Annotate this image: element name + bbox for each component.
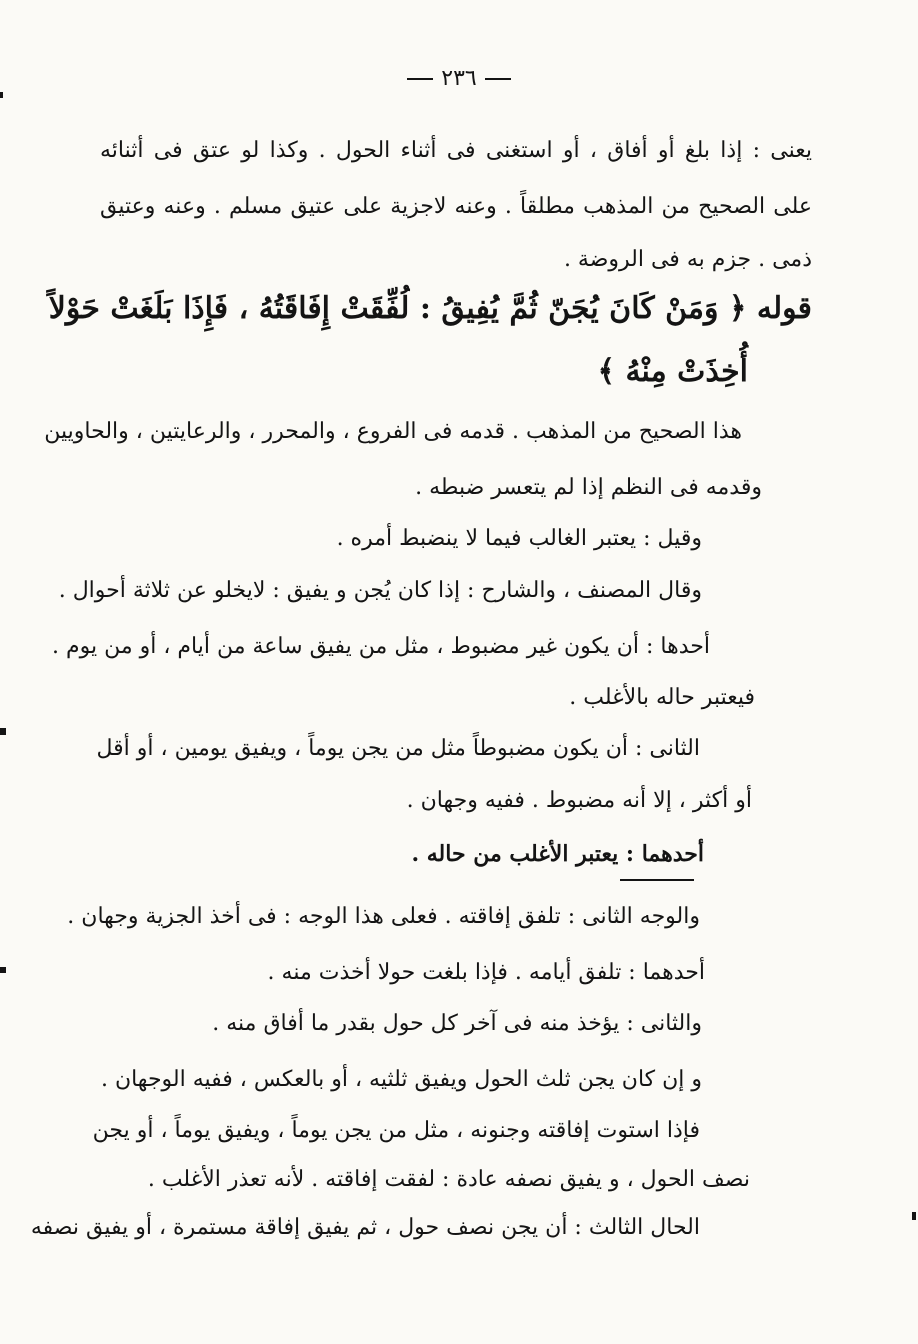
text-line-12: الثانى : أن يكون مضبوطاً مثل من يجن يوماً ، ويفيق يومين ، أو أقل <box>96 736 700 761</box>
text-line-7: وقدمه فى النظم إذا لم يتعسر ضبطه . <box>415 475 762 500</box>
text-line-6: هذا الصحيح من المذهب . قدمه فى الفروع ، والمحرر ، والرعايتين ، والحاويين <box>44 419 742 444</box>
quote-line-1: قوله ﴿ وَمَنْ كَانَ يُجَنّ ثُمَّ يُفِيقُ : لُفِّقَتْ إِفَاقَتُهُ ، فَإِذَا بَلَغَتْ حَوْلاً <box>48 291 812 326</box>
text-line-14: أحدهما : يعتبر الأغلب من حاله . <box>411 841 704 867</box>
text-line-17: والثانى : يؤخذ منه فى آخر كل حول بقدر ما أفاق منه . <box>212 1011 702 1036</box>
text-line-2: على الصحيح من المذهب مطلقاً . وعنه لاجزية على عتيق مسلم . وعنه وعتيق <box>100 194 812 219</box>
text-line-18: و إن كان يجن ثلث الحول ويفيق ثلثيه ، أو بالعكس ، ففيه الوجهان . <box>100 1067 702 1092</box>
text-line-15: والوجه الثانى : تلفق إفاقته . فعلى هذا الوجه : فى أخذ الجزية وجهان . <box>67 904 700 929</box>
page-number <box>0 66 918 91</box>
text-line-11: فيعتبر حاله بالأغلب . <box>569 685 755 710</box>
left-dash <box>407 78 433 80</box>
text-line-16: أحدهما : تلفق أيامه . فإذا بلغت حولا أخذت منه . <box>267 960 705 985</box>
text-line-19: فإذا استوت إفاقته وجنونه ، مثل من يجن يوماً ، ويفيق يوماً ، أو يجن <box>92 1118 700 1143</box>
page-number-text: ٢٣٦ <box>441 66 477 91</box>
text-line-8: وقيل : يعتبر الغالب فيما لا ينضبط أمره . <box>336 526 702 551</box>
text-line-20: نصف الحول ، و يفيق نصفه عادة : لفقت إفاقته . لأنه تعذر الأغلب . <box>147 1167 750 1192</box>
section-underline <box>620 879 694 881</box>
text-line-9: وقال المصنف ، والشارح : إذا كان يُجن و يفيق : لايخلو عن ثلاثة أحوال . <box>58 578 702 603</box>
text-line-13: أو أكثر ، إلا أنه مضبوط . ففيه وجهان . <box>406 788 752 813</box>
text-line-3: ذمى . جزم به فى الروضة . <box>563 247 812 272</box>
scan-mark <box>0 728 6 735</box>
quote-line-2: أُخِذَتْ مِنْهُ ﴾ <box>597 354 748 389</box>
scan-mark <box>0 92 3 98</box>
text-line-1: يعنى : إذا بلغ أو أفاق ، أو استغنى فى أثناء الحول . وكذا لو عتق فى أثنائه <box>100 138 812 163</box>
text-line-10: أحدها : أن يكون غير مضبوط ، مثل من يفيق ساعة من أيام ، أو من يوم . <box>52 634 710 659</box>
right-dash <box>485 78 511 80</box>
scan-mark <box>0 967 6 973</box>
text-line-21: الحال الثالث : أن يجن نصف حول ، ثم يفيق إفاقة مستمرة ، أو يفيق نصفه <box>30 1215 700 1240</box>
scan-mark <box>912 1212 916 1220</box>
